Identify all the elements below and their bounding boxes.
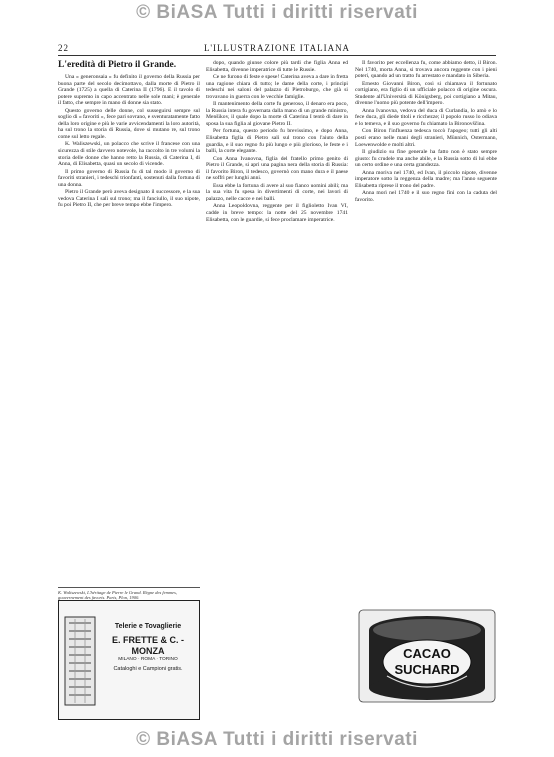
paragraph: dopo, quando giunse colore più tardi che figlia Anna ed Elisabetta, divenne imperatrice di tutte le Russie. — [206, 60, 348, 73]
paragraph: K. Waliszewski, un polacco che scrive il francese con una sicurezza di stile davvero notevole, ha raccolto in tre volumi la storia delle donne che hanno retto la Russia, di Caterina I, di Anna, di Elisabetta, quasi un secolo di vicende. — [58, 141, 200, 168]
ad-cities: MILANO · ROMA · TORINO — [118, 657, 178, 662]
paragraph: Ce ne furono di feste e spese! Caterina aveva a dare in fretta una ragione chiara di tutto; le dame della corte, i principi tedeschi nei saloni del palazzo di Pietroburgo, che già si trovavano in guerra con le vecchie famiglie. — [206, 74, 348, 100]
watermark-bottom: © BiASA Tutti i diritti riservati — [136, 729, 418, 750]
footnote: K. Waliszewski, L'héritage de Pierre le Grand. Règne des femmes, gouvernement des favoris. Paris, Plon, 1900. — [58, 587, 200, 600]
paragraph: Pietro il Grande però aveva designato il successore, e la sua vedova Caterina I salì sul trono; ma il fanciullo, il suo nipote, fu poi Pietro II, che per breve tempo ebbe l'impero. — [58, 189, 200, 209]
page-header — [58, 43, 496, 56]
column-2 — [206, 60, 348, 720]
cocoa-brand-bottom: SUCHARD — [394, 662, 460, 677]
article-title: L'eredità di Pietro il Grande. — [58, 60, 177, 70]
paragraph: Con Biron l'influenza tedesca toccò l'apogeo; tutti gli alti posti erano nelle mani degli stranieri, Münnich, Ostermann, Loewenwolde e molti altri. — [355, 128, 497, 148]
paragraph: Anna moriva nel 1740, ed Ivan, il piccolo nipote, divenne imperatore sotto la reggenza della madre; ma l'anno seguente Elisabetta riprese il trono del padre. — [355, 169, 497, 189]
paragraph: Questo governo delle donne, col susseguirsi sempre sul soglio di « favoriti », fece pari sovrano, e sventuratamente fatto della loro origine e più le varie avvicendamenti la loro autorità, ha sul trono la storia di Russia, dove si mutano re, sul trono come sul letto regale. — [58, 107, 200, 140]
frette-advertisement[interactable] — [58, 600, 200, 720]
cacao-suchard-advertisement[interactable] — [357, 606, 497, 706]
advertisement-text — [99, 623, 197, 673]
paragraph: Il giudizio su fine generale ha fatto non è stato sempre giusto: fu crudele ma anche abile, e la Russia sotto di lui ebbe un certo ordine e una certa grandezza. — [355, 149, 497, 169]
cocoa-brand-top: CACAO — [403, 646, 451, 661]
paragraph: Anna Ivanovna, vedova del duca di Curlandia, lo amò e lo fece duca, gli diede titoli e ricchezze; il popolo russo lo odiava e lo temeva, e il suo governo fu chiamato la Bironovščina. — [355, 107, 497, 127]
column-3 — [355, 60, 497, 600]
magazine-title: L'ILLUSTRAZIONE ITALIANA — [203, 43, 351, 53]
paragraph: Il primo governo di Russia fu di tal modo il governo di favoriti stranieri, i tedeschi trionfanti, sostenuti dalla fortuna di una donna. — [58, 168, 200, 188]
paragraph: Il mantenimento della corte fu generoso, il denaro era poco, la Russia intera fu governata dalla mano di un grande ministro, Menšikov, il quale dopo la morte di Caterina I tentò di dare in sposa la sua figlia al giovane Pietro II. — [206, 101, 348, 127]
paragraph: Il favorito per eccellenza fu, come abbiamo detto, il Biron. Nel 1740, morta Anna, si trovava ancora reggente con i pieni poteri, quando ad un tratto fu arrestato e mandato in Siberia. — [355, 60, 497, 80]
page-number: 22 — [58, 43, 69, 53]
ad-company-name: E. FRETTE & C. - MONZA — [112, 635, 184, 656]
paragraph: Con Anna Ivanovna, figlia del fratello primo genito di Pietro il Grande, si aprì una pagina nera della storia di Russia: il favorito Biron, il tedesco, governò con mano dura e il paese ne soffrì per lunghi anni. — [206, 155, 348, 182]
paragraph: Una « generonsaia » fu definito il governo della Russia per buona parte del secolo decimottavo, dalla morte di Pietro il Grande (1725) a quella di Caterina II (1796). E il tavolo di potere supremo in capo accentrato nelle sole mani; è generale il fatto, che sempre in mano di donne sia stato. — [58, 74, 200, 107]
paragraph: Ernesto Giovanni Biron, così si chiamava il fortunato cortigiano, era figlio di un ufficiale polacco di origine oscura. Studente all'Università di Königsberg, poi cortigiano a Mitau, divenne l'uomo più potente dell'impero. — [355, 80, 497, 107]
linen-illustration — [63, 613, 97, 709]
watermark-top: © BiASA Tutti i diritti riservati — [136, 2, 418, 23]
ad-line-1: Telerie e Tovaglierie — [114, 623, 182, 630]
paragraph: Per fortuna, questo periodo fu brevissimo, e dopo Anna, Elisabetta figlia di Pietro salì sul trono con l'aiuto della guardia, e il suo regno fu più lungo e più glorioso, le feste e i balli, la corte elegante. — [206, 128, 348, 155]
ad-catalogues: Cataloghi e Campioni gratis. — [113, 666, 183, 672]
paragraph: Essa ebbe la fortuna di avere al suo fianco uomini abili; ma la sua vita fu spesa in divertimenti di corte, nei lavori di palazzo, nelle cacce e nei balli. — [206, 182, 348, 202]
paragraph: Anna morì nel 1740 e il suo regno finì con la caduta del favorito. — [355, 190, 497, 203]
paragraph: Anna Leopoldovna, reggente per il figlioletto Ivan VI, cadde in breve tempo: la notte del 25 novembre 1741 Elisabetta, con le guardie, si fece proclamare imperatrice. — [206, 203, 348, 223]
